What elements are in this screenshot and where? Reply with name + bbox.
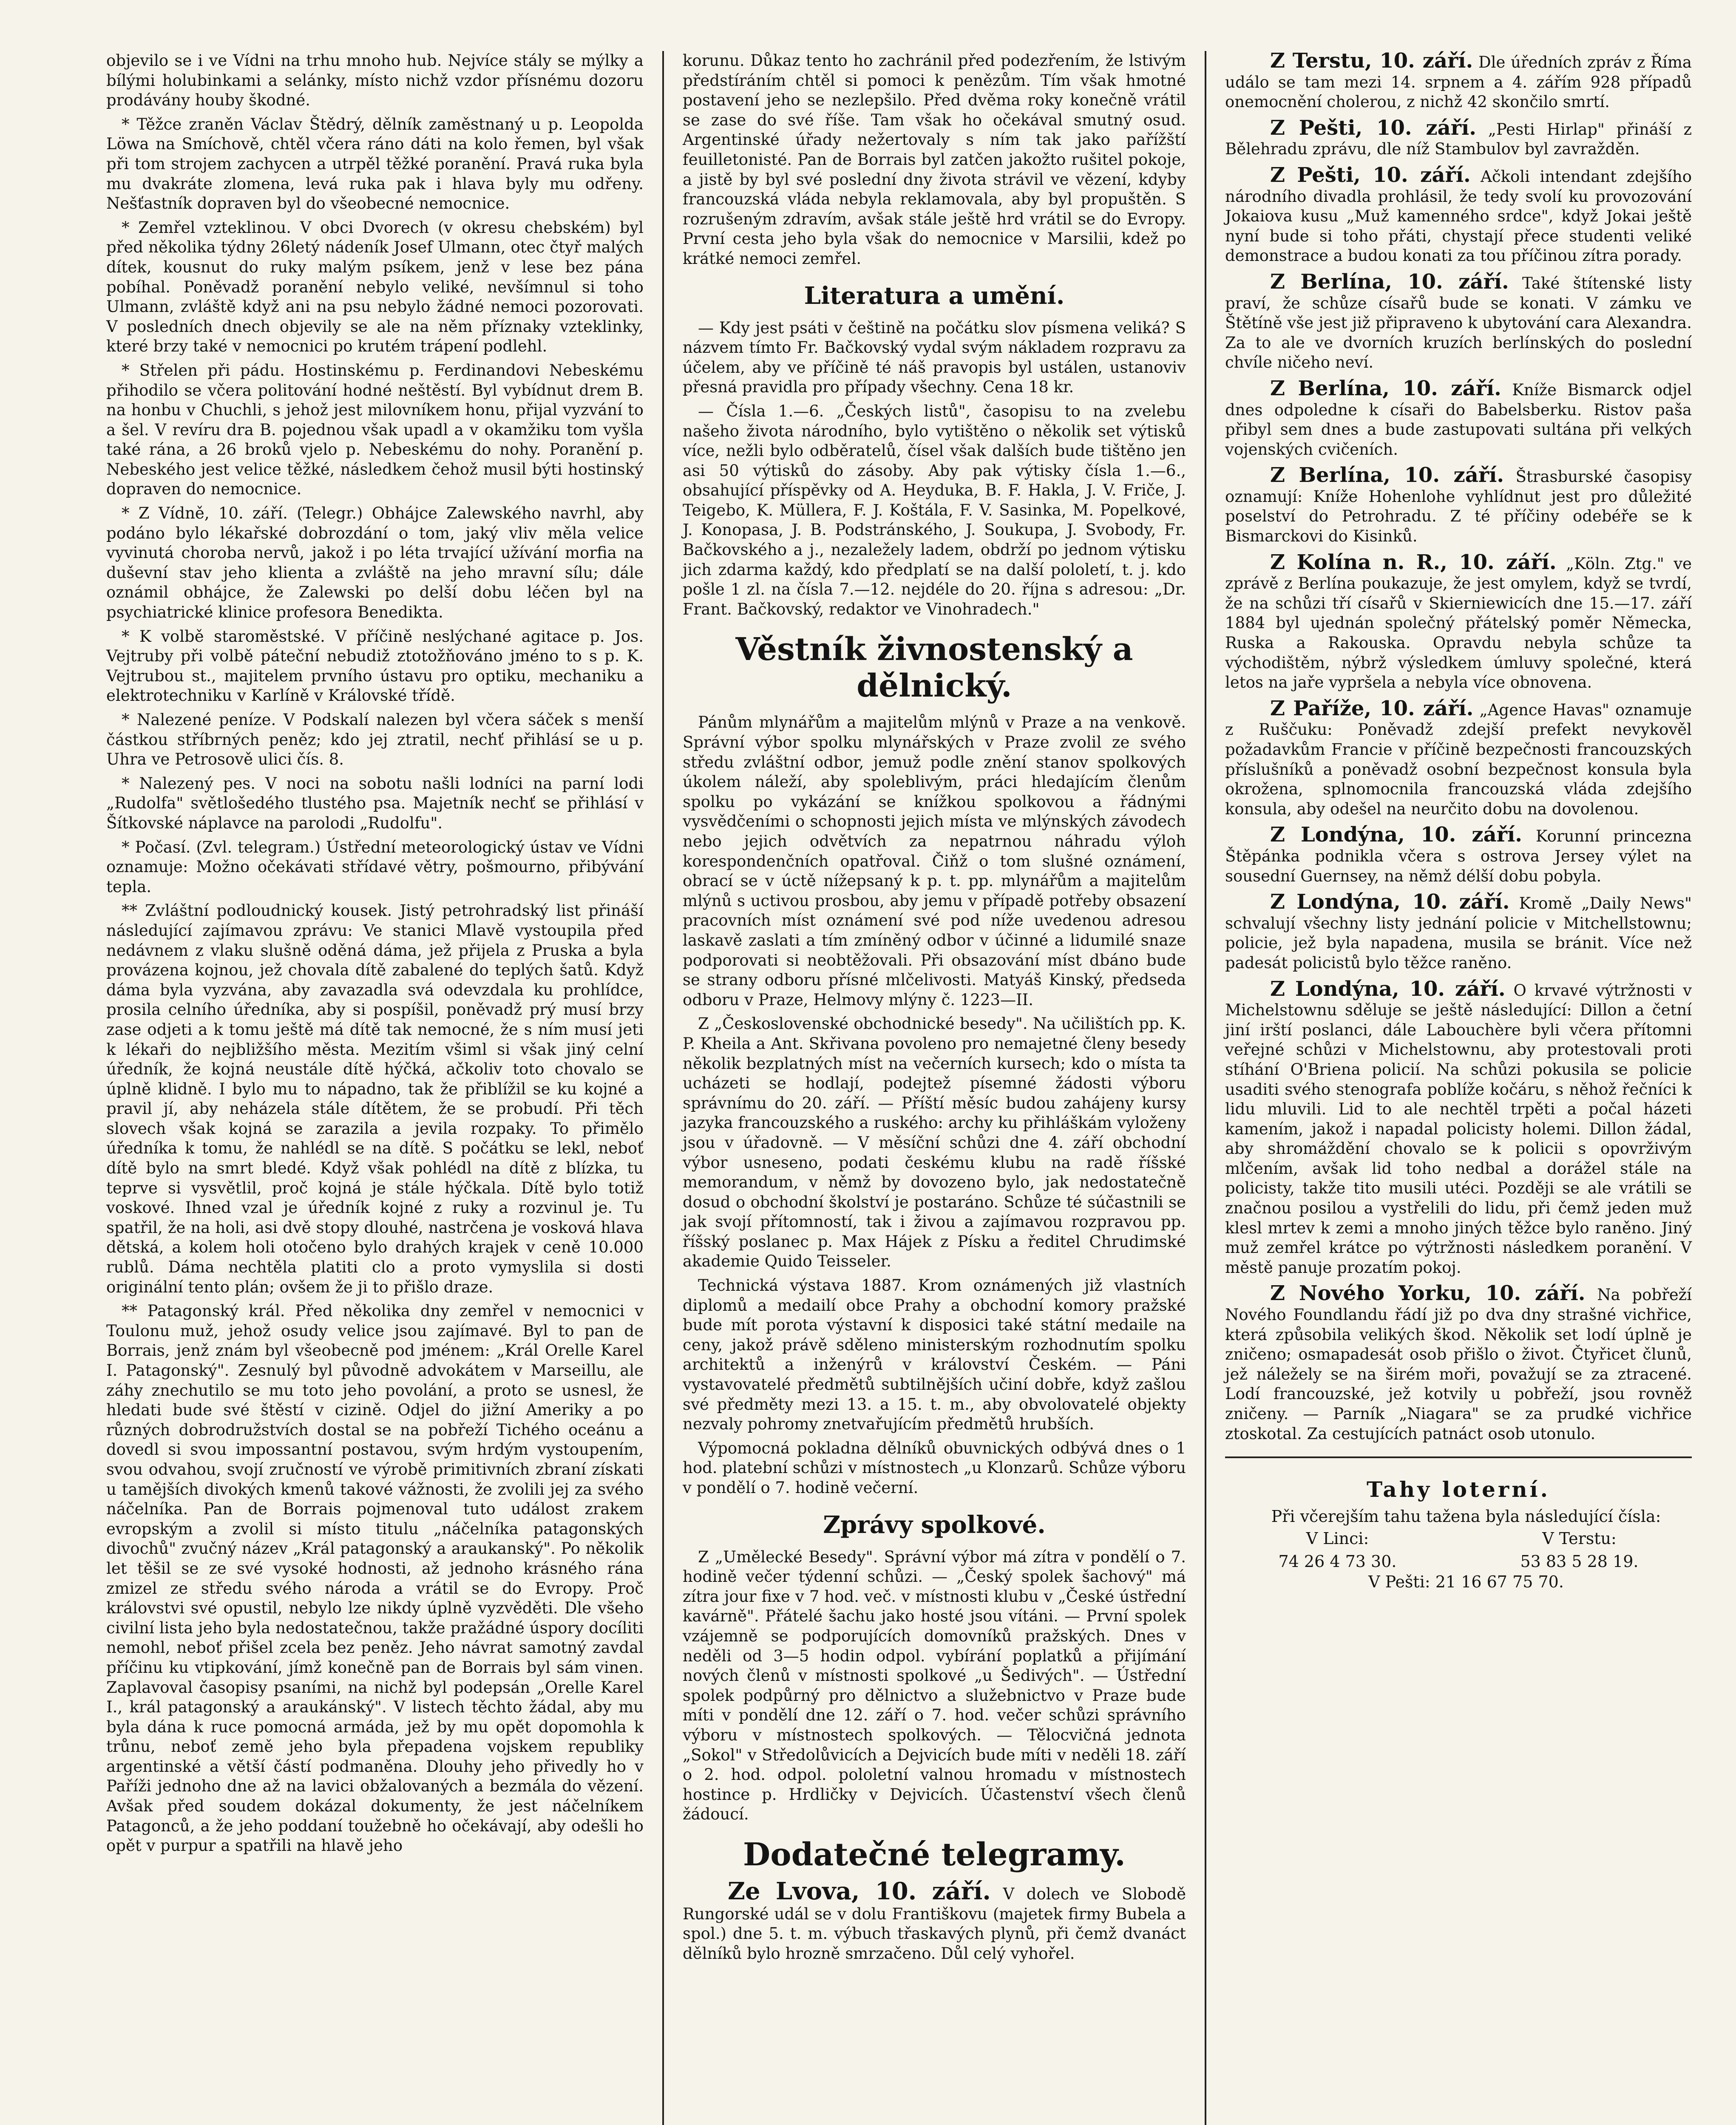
article-paragraph: Pánům mlynářům a majitelům mlýnů v Praze a na venkově. Správní výbor spolku mlynářských v Praze zvolil ze svého středu zvláštní odbor, jemuž podle znění stanov spolkových úkolem náleží, aby spoleblivým, práci hledajícím členům spolku po vykázání se knížkou spolkovou a řádnými vysvědčeními o schopnosti jejich místa ve mlýnských závodech nebo jejich odvětvích za nepatrnou náhradu výloh korespondenčních opatřoval. Čiňž o tom slušné oznámení, obrací se v úctě nížepsaný k p. t. pp. mlynářům a majitelům mlýnů s uctivou prosbou, aby jemu v případě potřeby obsazení pracovních míst oznámení své pod níže uvedenou adresou laskavě zaslati a tím zmíněný odbor v účinné a lidumilé snaze podporovati si neobtěžovali. Při obsazování míst dbáno bude se strany odboru přísné mlčelivosti. Matyáš Kinský, předseda odboru v Praze, Helmovy mlýny č. 1223—II.	[683, 713, 1186, 1009]
telegram-item	[1225, 825, 1692, 886]
lottery-pest-label: V Pešti:	[1368, 1572, 1430, 1592]
telegram-text: Ačkoli intendant zdejšího národního divadla prohlásil, že tedy svolí ku provozování Jokaiova kusu „Muž kamenného srdce", když Jokai ještě nyní bude si toho přáti, chystají přece studenti veliké demonstrace a budou konati za tou příčinou zítra porady.	[1225, 167, 1692, 265]
article-paragraph: ** Zvláštní podloudnický kousek. Jistý petrohradský list přináší následující zajímavou zprávu: Ve stanici Mlavě vystoupila před nedávnem z vlaku slušně oděná dáma, jež přijela z Pruska a byla provázena kojnou, jež chovala dítě zabalené do teplých šatů. Když dáma byla vyzvána, aby zavazadla svá odevzdala ku prohlídce, prosila celního úředníka, aby si pospíšil, poněvadž prý musí brzy zase odjeti a k tomu ještě má dítě tak nemocné, že s ním musí jeti k lékaři do nejbližšího města. Mezitím všiml si však jiný celní úředník, že kojná neustále dítě hýčká, ačkoliv toto chovalo se úplně klidně. I bylo mu to nápadno, tak že přiblížil se ku kojné a pravil jí, aby neházela stále dítětem, že se probudí. Při těch slovech však kojná se zarazila a jevila rozpaky. To přimělo úředníka k tomu, že nahlédl se na dítě. S počátku se lekl, neboť dítě bylo na smrt bledé. Když však pohlédl na dítě z blízka, tu teprve si vysvětlil, proč kojná je stále hýčkala. Dítě bylo totiž voskové. Ihned vzal je úředník kojné z ruky a rozvinul je. Tu spatřil, že na holi, asi dvě stopy dlouhé, nastrčena je vosková hlava dětská, a kolem holi otočeno bylo drahých krajek v ceně 10.000 rublů. Dáma nechtěla platiti clo a proto vymyslila si dosti originální tento plán; ovšem že ji to přišlo draze.	[106, 901, 644, 1296]
telegram-text: Dle úředních zpráv z Říma událo se tam mezi 14. srpnem a 4. zářím 928 případů onemocnění cholerou, z nichž 42 skončilo smrtí.	[1225, 53, 1692, 111]
telegram-item	[1225, 892, 1692, 973]
section-heading-trade-bulletin: Věstník živnostenský a dělnický.	[735, 631, 1133, 705]
columns	[26, 51, 1710, 2125]
telegram-text: Kromě „Daily News" schvalují všechny listy jednání policie v Mitchellstownu; policie, jež byla napadena, musila se bránit. Více než padesát policistů bylo těžce raněno.	[1225, 894, 1692, 972]
lottery-intro: Při včerejším tahu tažena byla následující čísla:	[1271, 1507, 1661, 1526]
article-paragraph: * Střelen při pádu. Hostinskému p. Ferdinandovi Nebeskému přihodilo se včera politování hodné neštěstí. Byl vybídnut drem B. na honbu v Chuchli, s jehož jest milovníkem honu, přijal vyzvání to a šel. V revíru dra B. pojednou však upadl a v okamžiku tom vyšla také rána, a 26 broků vjelo p. Nebeskému do nohy. Poranění p. Nebeského jest velice těžké, následkem čehož musil býti hostinský dopraven do nemocnice.	[106, 361, 644, 499]
telegram-text: Na pobřeží Nového Foundlandu řádí již po dva dny strašné vichřice, která způsobila velikých škod. Několik set lodí úplně je zničeno; osmapadesát osob přišlo o život. Čtyřicet člunů, jež náležely se na širém moři, považují se za ztracené. Lodí francouzské, jež kotvily u pobřeží, jsou rovněž zničeny. — Parník „Niagara" se za prudké vichřice ztoskotal. Za cestujících patnáct osob utonulo.	[1225, 1286, 1692, 1443]
telegram-dateline: Z Londýna, 10. září.	[1270, 977, 1506, 1001]
telegram-text: „Köln. Ztg." ve zprávě z Berlína poukazuje, že jest omylem, když se tvrdí, že na schůzi tří císařů v Skierniewicích dne 15.—17. září 1884 byl ujednán společný přátelský poměr Německa, Ruska a Rakouska. Opravdu nebyla schůze ta východištěm, nýbrž výsledkem úmluvy společné, která letos na jaře vypršela a nebyla více obnovena.	[1225, 554, 1692, 692]
telegram-dateline: Z Kolína n. R., 10. září.	[1270, 550, 1557, 574]
telegram-dateline: Z Paříže, 10. září.	[1270, 696, 1474, 720]
telegram-item	[1225, 979, 1692, 1278]
telegram-item	[1225, 118, 1692, 159]
telegram-dateline: Z Berlína, 10. září.	[1270, 376, 1501, 400]
article-paragraph: * Zemřel vzteklinou. V obci Dvorech (v okresu chebském) byl před několika týdny 26letý nádeník Josef Ulmann, otec čtyř malých dítek, kousnut do ruky malým psíkem, jenž v lese bez pána pobíhal. Poněvadž poranění nebylo veliké, nevšímnul si toho Ulmann, zvláště když ani na psu nebylo žádné nemoci pozorovati. V posledních dnech objevily se ale na něm příznaky vzteklinky, které brzy také v nemocnici po krutém trápení podlehl.	[106, 218, 644, 356]
column-right	[1206, 51, 1710, 2125]
article-paragraph: Z „Umělecké Besedy". Správní výbor má zítra v pondělí o 7. hodině večer týdenní schůzi. — „Český spolek šachový" má zítra jour fixe v 7 hod. več. v místnosti klubu v „České ústřední kavárně". Přátelé šachu jako hosté jsou vítáni. — První spolek vzájemně se podporujících domovníků pražských. Dnes v neděli od 3—5 hodin odpol. vybírání poplatků a přijímání nových členů v místnosti spolkové „u Šedivých". — Ústřední spolek podpůrný pro dělnictvo a služebnictvo v Praze bude míti v pondělí dne 12. září o 7. hod. večer schůzi správního výboru v místnostech spolkových. — Tělocvičná jednota „Sokol" v Středolůvicích a Dejvicích bude míti v neděli 18. září o 2. hod. odpol. pololetní valnou hromadu v místnostech hostince p. Hrdličky v Dejvicích. Účastenství všech členů žádoucí.	[683, 1547, 1186, 1824]
lottery-pest-numbers: 21 16 67 75 70.	[1435, 1572, 1564, 1592]
telegram-text: Štrasburské časopisy oznamují: Kníže Hohenlohe vyhlídnut jest pro důležité poselství do Petrohradu. Z té příčiny odebéře se k Bismarckovi do Kisinků.	[1225, 468, 1692, 546]
article-paragraph: — Kdy jest psáti v češtině na počátku slov písmena veliká? S názvem tímto Fr. Bačkovský vydal svým nákladem rozpravu za účelem, aby ve příčině té náš pravopis byl ustálen, ustanoviv přesná pravidla pro případy všechny. Cena 18 kr.	[683, 318, 1186, 397]
telegram-item	[1225, 465, 1692, 546]
telegram-dateline: Z Londýna, 10. září.	[1270, 890, 1510, 914]
telegram-dateline: Z Pešti, 10. září.	[1270, 163, 1471, 187]
telegram-dateline: Z Terstu, 10. září.	[1270, 51, 1473, 73]
telegram-dateline: Z Pešti, 10. září.	[1270, 116, 1476, 140]
section-heading-club-news: Zprávy spolkové.	[823, 1510, 1046, 1539]
telegram-dateline: Z Nového Yorku, 10. září.	[1270, 1281, 1586, 1306]
article-paragraph: ** Patagonský král. Před několika dny zemřel v nemocnici v Toulonu muž, jehož osudy velice jsou zajímavé. Byl to pan de Borrais, jenž znám byl všeobecně pod jménem: „Král Orelle Karel I. Patagonský". Zesnulý byl původně advokátem v Marseillu, ale záhy znechutilo se mu toto jeho povolání, a proto se usnesl, že hledati bude své štěstí v cizině. Odjel do jižní Ameriky a po různých dobrodružstvích dostal se na pobřeží Tichého oceánu a dovedl si svou impossantní postavou, svým hrdým vystoupením, svou odvahou, svojí zručností ve výrobě primitivních zbraní získati u tamějších divokých kmenů takové vážnosti, že zvolili jej za svého náčelníka. Pan de Borrais pojmenoval tuto událost zrakem evropským a zvolil si místo titulu „náčelníka patagonských divochů" zvučný název „Král patagonský a araukanský". Po několik let těšil se ze své vysoké hodnosti, až jednoho krásného rána zmizel ze středu svého národa a vrátil se do Evropy. Proč královstvi své opustil, nebylo lze nikdy úplně vyzvěděti. Dle všeho civilní lista jeho byla nedostatečnou, takže pražádné úspory docíliti nemohl, neboť přišel zcela bez peněz. Jeho návrat samotný zavdal příčinu ku vtipkování, jímž konečně pan de Borrais byl sám vinen. Zaplavoval časopisy psaními, na nichž byl podepsán „Orelle Karel I., král patagonský a araukánský". V listech těchto žádal, aby mu byla dána k ruce pomocná armáda, jež by mu opět dopomohla k trůnu, neboť země jeho byla přepadena vojskem republiky argentinské a větší částí podmaněna. Dlouhy jeho přivedly ho v Paříži jednoho dne až na lavici obžalovaných a bezmála do vězení. Avšak před soudem dokázal dokumenty, že jest náčelníkem Patagonců, a že jeho poddaní toužebně ho očekávají, aby odešli ho opět v purpur a spatřili na hlavě jeho	[106, 1302, 644, 1855]
telegram-item	[1225, 376, 1692, 459]
telegram-dateline: Z Berlína, 10. září.	[1270, 269, 1509, 294]
section-heading-literature: Literatura a umění.	[804, 281, 1065, 310]
telegram-list	[1225, 51, 1692, 1444]
article-paragraph: * K volbě staroměstské. V příčině neslýchané agitace p. Jos. Vejtruby při volbě páteční nebudiž ztotožňováno jméno to s p. K. Vejtrubou st., majitelem prvního ústavu pro optiku, mechaniku a elektrotechniku v Karlíně v Královské třídě.	[106, 627, 644, 705]
telegram-text: Také štítenské listy praví, že schůze císařů bude se konati. V zámku ve Štětíně vše jest již připraveno k ubytování cara Alexandra. Za to ale ve dvorních kruzích berlínských do poslední chvíle ničeho neví.	[1225, 274, 1692, 372]
lottery-trieste-numbers: 53 83 5 28 19.	[1520, 1552, 1639, 1571]
telegram-text: „Pesti Hirlap" přináší z Bělehradu zprávu, dle níž Stambulov byl zavražděn.	[1225, 120, 1692, 159]
lottery-linz-numbers: 74 26 4 73 30.	[1278, 1552, 1397, 1571]
telegram-text: V dolech ve Slobodě Rungorské udál se v dolu Františkovu (majetek firmy Bubela a spol.) dne 5. t. m. výbuch třaskavých plynů, při čemž dvanáct dělníků bylo hrozně smrzačeno. Důl celý vyhořel.	[683, 1884, 1186, 1963]
telegram-text: Korunní princezna Štěpánka podnikla včera s ostrova Jersey výlet na sousední Guernsey, na němž délší dobu pobyla.	[1225, 827, 1692, 885]
article-paragraph: * Těžce zraněn Václav Štědrý, dělník zaměstnaný u p. Leopolda Löwa na Smíchově, chtěl včera ráno dáti na kolo řemen, byl však při tom strojem zachycen a utrpěl těžké poranění. Pravá ruka byla mu dvakráte zlomena, levá ruka pak i hlava byly mu odřeny. Nešťastník dopraven byl do všeobecné nemocnice.	[106, 115, 644, 213]
article-paragraph: objevilo se i ve Vídni na trhu mnoho hub. Nejvíce stály se mýlky a bílými holubinkami a selánky, místo nichž vzdor přísnému dozoru prodávány houby škodné.	[106, 51, 644, 110]
telegram-text: O krvavé výtržnosti v Michelstownu sděluje se ještě následující: Dillon a četní jiní irští poslanci, dále Labouchère byli včera přítomni veřejné schůzi v Michelstownu, aby protestovali proti stíhání O'Briena policií. Na schůzi pokusila se policie usaditi svého stenografa poblíže kočáru, s něhož řečníci k lidu mluvili. Lid to ale nechtěl trpěti a počal házeti kamením, jakož i napadal policisty holemi. Dillon žádal, aby shromáždění chovalo se k policii s opovrživým mlčením, avšak lid toho nedbal a dorážel stále na policisty, takže tito musili utéci. Později se ale vrátili se značnou posilou a vystřelili do lidu, při čemž jeden muž klesl mrtev k zemi a mnoho jiných těžce bylo raněno. Jiný muž zemřel krátce po výtržnosti následkem poranění. V městě panuje prozatím pokoj.	[1225, 981, 1692, 1277]
telegram-item	[1225, 269, 1692, 373]
telegram-text: „Agence Havas" oznamuje z Ruščuku: Poněvadž zdejší prefekt nevykověl požadavkům Francie v příčině bezpečnosti francouzských příslušníků a poněvadž osobní bezpečnost konsula byla okrožena, splnomocnila francouzská vláda zdejšího konsula, aby odešel na neurčito dobu na dovolenou.	[1225, 700, 1692, 818]
telegram-item	[1225, 51, 1692, 112]
telegram-item	[1225, 696, 1692, 819]
telegram-item	[1225, 552, 1692, 693]
lottery-trieste-label: V Terstu:	[1542, 1529, 1617, 1548]
telegram-dateline: Ze Lvova, 10. září.	[728, 1877, 991, 1905]
lottery-pest	[1225, 1572, 1692, 1592]
article-paragraph: * Nalezené peníze. V Podskalí nalezen byl včera sáček s menší částkou stříbrných peněz; kdo jej ztratil, nechť přihlásí se u p. Uhra ve Petrosově ulici čís. 8.	[106, 711, 644, 769]
telegram-item	[1225, 1281, 1692, 1444]
article-paragraph: * Nalezený pes. V noci na sobotu našli lodníci na parní lodi „Rudolfa" světlošedého tlustého psa. Majetník nechť se přihlásí v Šítkovské náplavce na parolodi „Rudolfu".	[106, 774, 644, 832]
article-paragraph: korunu. Důkaz tento ho zachránil před podezřením, že lstivým předstíráním chtěl si pomoci k penězům. Tím však hmotné postavení jeho se nezlepšilo. Před dvěma roky konečně vrátil se zase do své říše. Tam však ho očekával smutný osud. Argentinské úřady nežertovaly s ním tak jako pařížští feuilletonisté. Pan de Borrais byl zatčen jakožto rušitel pokoje, a jistě by byl své poslední dny života strávil ve vězení, kdyby francouzská vláda nebyla reklamovala, aby byl propuštěn. S rozrušeným zdravím, avšak stále ještě hrd vrátil se do Evropy. První cesta jeho byla však do nemocnice v Marsilii, kdež po krátké nemoci zemřel.	[683, 51, 1186, 268]
column-middle	[662, 51, 1206, 2125]
divider	[1225, 1456, 1692, 1458]
article-paragraph: — Čísla 1.—6. „Českých listů", časopisu to na zvelebu našeho života národního, bylo vytištěno o několik set výtisků více, nežli bylo odběratelů, čísel však dalších bude tištěno jen asi 50 výtisků do zásoby. Aby pak výtisky čísla 1.—6., obsahující příspěvky od A. Heyduka, B. F. Hakla, J. V. Friče, J. Teigebo, K. Müllera, F. J. Koštála, F. V. Sasinka, M. Popelkové, J. Konopasa, J. B. Podstránského, J. Soukupa, J. Svobody, Fr. Bačkovského a j., nezaležely ladem, obdrží po jednom výtisku jich zdarma každý, kdo předplatí se na další pololetí, t. j. kdo pošle 1 zl. na čísla 7.—12. nejdéle do 20. října s adresou: „Dr. Frant. Bačkovský, redaktor ve Vinohradech."	[683, 402, 1186, 618]
article-paragraph: Technická výstava 1887. Krom oznámených již vlastních diplomů a medailí obce Prahy a obchodní komory pražské bude mít porota výstavní k disposici také státní medaile na ceny, jakož právě sděleno ministerským rozhodnutím spolku architektů a inženýrů v království Českém. — Páni vystavovatelé předmětů subtilnějších učiní dobře, když zašlou své předměty mezi 13. a 15. t. m., aby obvolovatelé objekty nezvaly pohromy znetvařujícím předmětů hrubších.	[683, 1276, 1186, 1434]
lottery-heading: Tahy loterní.	[1367, 1477, 1550, 1502]
article-paragraph: * Z Vídně, 10. září. (Telegr.) Obhájce Zalewského navrhl, aby podáno bylo lékařské dobrozdání o tom, jaký vliv měla velice vyvinutá choroba nervů, jakož i po léta trvající užívání morfia na duševní stav jeho klienta a zvláště na jeho mravní sílu; dále oznámil obhájce, že Zalewski po delší dobu léčen byl na psychiatrické klinice profesora Benedikta.	[106, 504, 644, 622]
lottery-linz-label: V Linci:	[1306, 1529, 1369, 1548]
telegram-dateline: Z Londýna, 10. září.	[1270, 823, 1522, 847]
telegram-item	[683, 1877, 1186, 1964]
telegram-item	[1225, 165, 1692, 266]
section-heading-late-telegrams: Dodatečné telegramy.	[743, 1836, 1126, 1873]
article-paragraph: Výpomocná pokladna dělníků obuvnických odbývá dnes o 1 hod. platební schůzi v místnostech „u Klonzarů. Schůze výboru v pondělí o 7. hodině večerní.	[683, 1439, 1186, 1497]
lottery-results	[1225, 1528, 1692, 1572]
telegram-text: Kníže Bismarck odjel dnes odpoledne k císaři do Babelsberku. Ristov paša přibyl sem dnes a bude zastupovati sultána při velkých vojenských cvičeních.	[1225, 380, 1692, 459]
telegram-dateline: Z Berlína, 10. září.	[1270, 463, 1504, 487]
article-paragraph: * Počasí. (Zvl. telegram.) Ústřední meteorologický ústav ve Vídni oznamuje: Možno očekávati střídavé větry, pošmourno, přibývání tepla.	[106, 838, 644, 896]
column-left	[26, 51, 662, 2125]
article-paragraph: Z „Československé obchodnické besedy". Na učilištích pp. K. P. Kheila a Ant. Skřivana povoleno pro nemajetné členy besedy několik bezplatných míst na večerních kursech; kdo o místa ta ucházeti se hodlají, podejtež písemné žádosti výboru správnímu do 20. září. — Příští měsíc budou zahájeny kursy jazyka francouzského a ruského: archy ku přihláškám vyloženy jsou v úřadovně. — V měsíční schůzi dne 4. září obchodní výbor usneseno, podati českému klubu na radě říšské memorandum, v němž by dovozeno bylo, jak nedostatečně dosud o obchodní školství je postaráno. Schůze té súčastnili se jak svojí přítomností, tak i živou a zajímavou rozpravou pp. říšský poslanec p. Max Hájek z Písku a ředitel Chrudimské akademie Quido Teisseler.	[683, 1014, 1186, 1271]
